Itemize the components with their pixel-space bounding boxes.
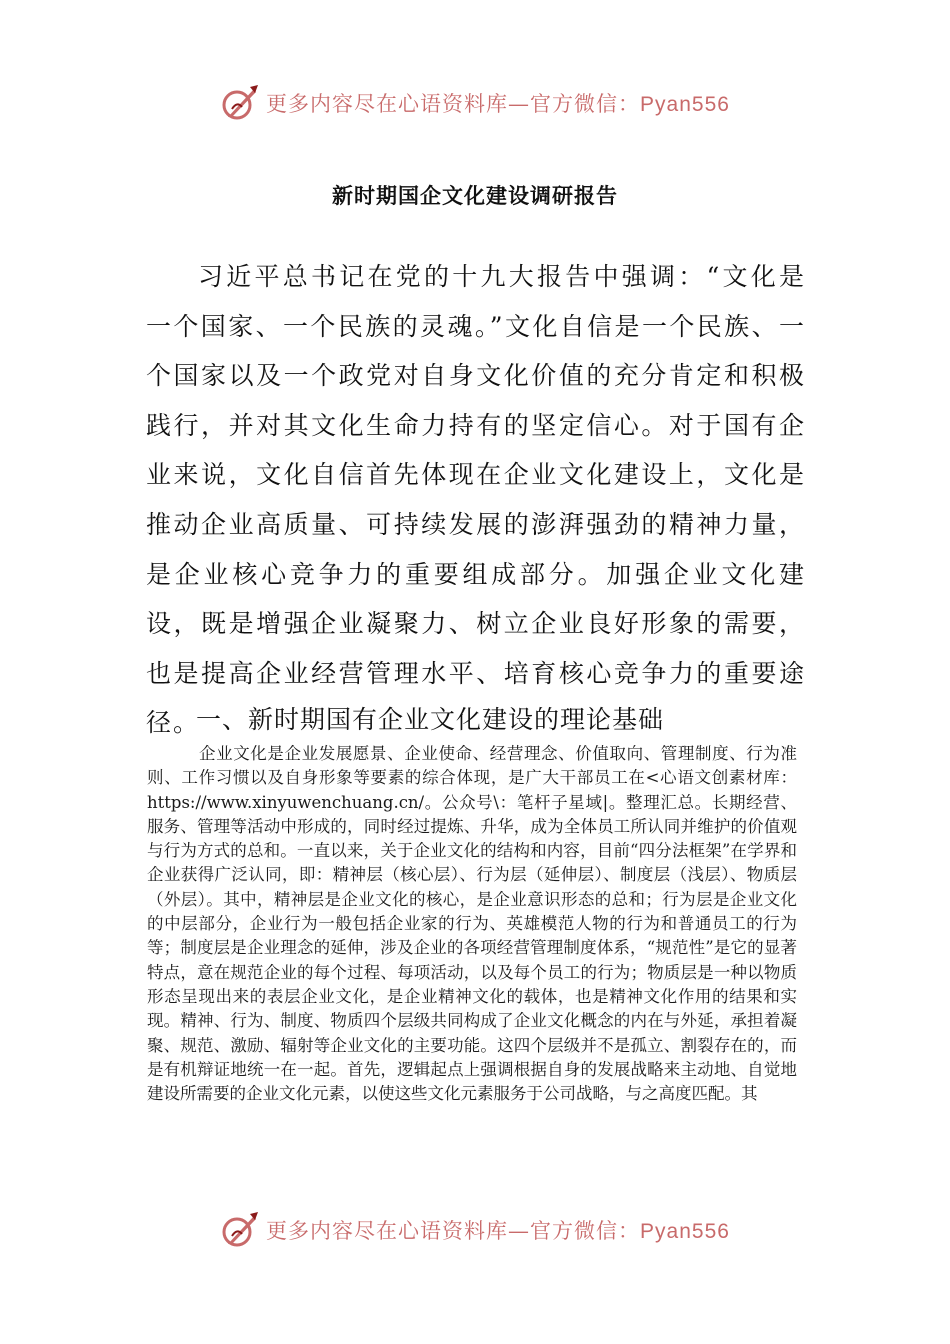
body-paragraph: 企业文化是企业发展愿景、企业使命、经营理念、价值取向、管理制度、行为准则、工作习惯以及自身形象等要素的综合体现，是广大干部员工在<心语文创素材库：https://www.xinyuwenchuang.cn/。公众号\：笔杆子星域|。整理汇总。长期经营、服务、管理等活动中形成的，同时经过提炼、升华，成为全体员工所认同并维护的价值观与行为方式的总和。一直以来，关于企业文化的结构和内容，目前“四分法框架”在学界和企业获得广泛认同，即：精神层（核心层）、行为层（延伸层）、制度层（浅层）、物质层（外层）。其中，精神层是企业文化的核心，是企业意识形态的总和；行为层是企业文化的中层部分，企业行为一般包括企业家的行为、英雄模范人物的行为和普通员工的行为等；制度层是企业理念的延伸，涉及企业的各项经营管理制度体系，“规范性”是它的显著特点，意在规范企业的每个过程、每项活动，以及每个员工的行为；物质层是一种以物质形态呈现出来的表层企业文化，是企业精神文化的载体，也是精神文化作用的结果和实现。精神、行为、制度、物质四个层级共同构成了企业文化概念的内在与外延，承担着凝聚、规范、激励、辐射等企业文化的主要功能。这四个层级并不是孤立、割裂存在的，而是有机辩证地统一在一起。首先，逻辑起点上强调根据自身的发展战略来主动地、自觉地建设所需要的企业文化元素，以使这些文化元素服务于公司战略，与之高度匹配。其 [147,744,797,1104]
quill-pen-icon [220,83,260,123]
document-title: 新时期国企文化建设调研报告 [332,184,618,208]
quill-pen-icon [220,1210,260,1250]
wechat-id: Pyan556 [640,1220,730,1243]
lead-paragraph: 习近平总书记在党的十九大报告中强调：“文化是一个国家、一个民族的灵魂。”文化自信是一个民族、一个国家以及一个政党对自身文化价值的充分肯定和积极践行，并对其文化生命力持有的坚定信心。对于国有企业来说，文化自信首先体现在企业文化建设上，文化是推动企业高质量、可持续发展的澎湃强劲的精神力量，是企业核心竞争力的重要组成部分。加强企业文化建设，既是增强企业凝聚力、树立企业良好形象的需要，也是提高企业经营管理水平、培育核心竞争力的重要途径。 [146,262,806,738]
section-heading: 一、新时期国有企业文化建设的理论基础 [196,705,665,734]
banner-text: 更多内容尽在心语资料库—官方微信：Pyan556 [266,92,730,116]
wechat-id: Pyan556 [640,93,730,116]
banner-text: 更多内容尽在心语资料库—官方微信：Pyan556 [266,1219,730,1243]
header-banner [0,78,950,128]
footer-banner [0,1205,950,1255]
